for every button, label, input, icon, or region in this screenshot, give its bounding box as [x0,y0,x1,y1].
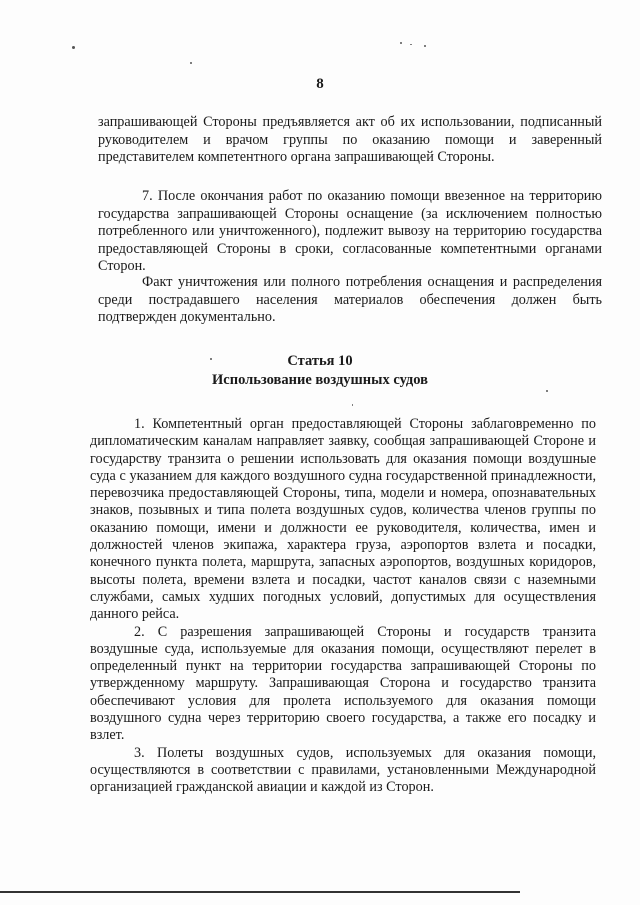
paragraph-act-of-use: запрашивающей Стороны предъявляется акт об их использовании, подписанный руководителем и врачом группы по оказанию помощи и заверенный представителем компетентного органа запрашивающей Стороны. [98,114,602,166]
paragraph-block-fact [98,274,602,327]
bottom-scan-rule [0,891,520,893]
article-number-heading: Статья 10 [287,353,353,369]
article-paragraph-2: 2. С разрешения запрашивающей Стороны и государств транзита воздушные суда, используемые для оказания помощи, осуществляют перелет в определенный пункт на территории государства запрашивающей Стороны по утвержденному маршруту. Запрашивающая Сторона и государство транзита обеспечивают условия для пролета используемого для оказания помощи воздушного судна через территорию своего государства, а также его посадку и взлет. [90,623,596,744]
scan-speck [210,358,212,360]
scan-speck [190,62,192,64]
scan-speck [546,390,548,392]
paragraph-fact-destruction: Факт уничтожения или полного потребления оснащения и распределения среди пострадавшего населения материалов обеспечения должен быть подтвержден документально. [98,274,602,326]
scan-speck [424,45,426,47]
paragraph-continuation [98,114,602,167]
scan-speck [410,44,412,45]
article-paragraph-1: 1. Компетентный орган предоставляющей Стороны заблаговременно по дипломатическим каналам направляет заявку, сообщая запрашивающей Стороне и государству транзита о решении использовать для оказания помощи воздушные суда с указанием для каждого воздушного судна государственной принадлежности, перевозчика предоставляющей Стороны, типа, модели и номера, опознавательных знаков, позывных и типа полета воздушных судов, количества членов группы по оказанию помощи, имени и должности ее руководителя, количества, имен и должностей членов экипажа, характера груза, аэропортов взлета и посадки, конечного пункта полета, маршрута, запасных аэропортов, воздушных коридоров, высоты полета, времени взлета и посадки, частот каналов связи с наземными службами, самых худших погодных условий, допустимых для осуществления данного рейса. [90,416,596,623]
article-paragraph-3: 3. Полеты воздушных судов, используемых для оказания помощи, осуществляются в соответствии с правилами, установленными Международной организацией гражданской авиации и каждой из Сторон. [90,744,596,796]
page-number: 8 [316,76,324,92]
scan-speck [352,404,353,406]
article-title-heading: Использование воздушных судов [212,372,428,388]
scan-speck [72,46,75,49]
article-body [90,416,596,797]
scan-speck [400,42,402,44]
paragraph-item-7: 7. После окончания работ по оказанию помощи ввезенное на территорию государства запрашивающей Стороны оснащение (за исключением полностью потребленного или уничтоженного), подлежит вывозу на территорию государства предоставляющей Стороны в сроки, согласованные компетентными органами Сторон. [98,188,602,275]
paragraph-block-7 [98,188,602,276]
